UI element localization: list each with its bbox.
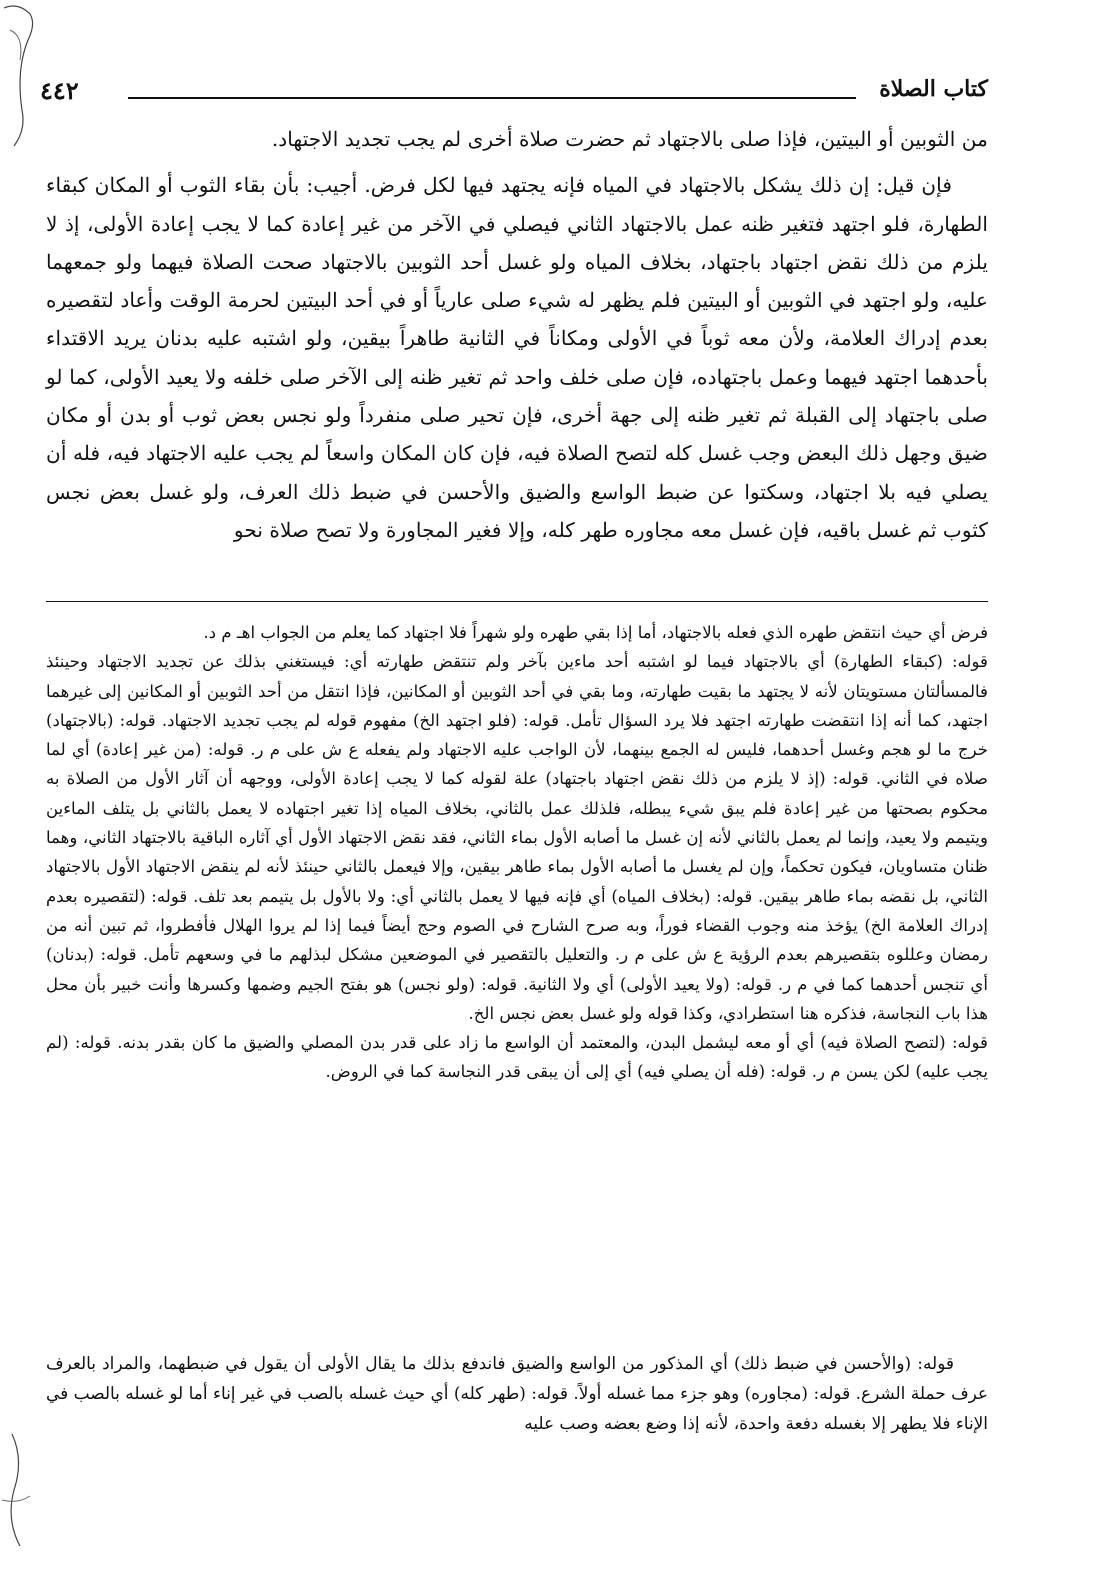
page-number: ٤٤٢ [40, 76, 79, 105]
footnote-2: قوله: (كبقاء الطهارة) أي بالاجتهاد فيما لو اشتبه أحد ماءين بآخر ولم تنتقض طهارته أي: فيستغني بذلك عن تجديد الاجتهاد وحينئذ فالمسألتان مستويتان لأنه لا يجتهد ما بقيت طهارته، وما بقي في أحد الثوبين أو المكانين، فإذا انتقل من أحد الثوبين أو المكانين إلى غيرهما اجتهد، كما أنه إذا انتقضت طهارته اجتهد فلا يرد السؤال تأمل. قوله: (فلو اجتهد الخ) مفهوم قوله لم يجب تجديد الاجتهاد. قوله: (بالاجتهاد) خرج ما لو هجم وغسل أحدهما، فليس له الجمع بينهما، لأن الواجب عليه الاجتهاد ولم يفعله ع ش على م ر. قوله: (من غير إعادة) أي لما صلاه في الثاني. قوله: (إذ لا يلزم من ذلك نقض اجتهاد باجتهاد) علة لقوله كما لا يجب إعادة الأولى، ووجهه أن آثار الأول من الصلاة به محكوم بصحتها من غير إعادة فلم يبق شيء يبطله، فلذلك عمل بالثاني، بخلاف المياه إذا تغير اجتهاده لا يعمل بالثاني بل يتلف الماءين ويتيمم ولا يعيد، وإنما لم يعمل بالثاني لأنه إن غسل ما أصابه الأول بماء الثاني، فقد نقض الاجتهاد الأول أي آثاره الباقية بالاجتهاد الثاني، وهما ظنان متساويان، فيكون تحكماً، وإن لم يغسل ما أصابه الأول بماء طاهر بيقين، وإلا فيعمل بالثاني حينئذ لأنه لم ينقض الاجتهاد الأول بالاجتهاد الثاني، بل نقضه بماء طاهر بيقين. قوله: (بخلاف المياه) أي فإنه فيها لا يعمل بالثاني أي: ولا بالأول بل يتيمم بعد تلف. قوله: (لتقصيره بعدم إدراك العلامة الخ) يؤخذ منه وجوب القضاء فوراً، وبه صرح الشارح في الصوم وحج أيضاً فيما إذا لم يروا الهلال فأفطروا، ثم تبين أنه من رمضان وعللوه بتقصيرهم بعدم الرؤية ع ش على م ر. والتعليل بالتقصير في الموضعين مشكل لبذلهم ما في وسعهم تأمل. قوله: (بدنان) أي تنجس أحدهما كما في م ر. قوله: (ولا يعيد الأولى) أي ولا الثانية. قوله: (ولو نجس) هو بفتح الجيم وضمها وكسرها وأنت خبير بأن محل هذا باب النجاسة، فذكره هنا استطرادي، وكذا قوله ولو غسل بعض نجس الخ. [46, 652, 988, 1023]
commentary-continuation [46, 1348, 988, 1438]
footnote-3: قوله: (لتصح الصلاة فيه) أي أو معه ليشمل البدن، والمعتمد أن الواسع ما زاد على قدر بدن المصلي والضيق ما كان بقدر بدنه. قوله: (لم يجب عليه) لكن يسن م ر. قوله: (فله أن يصلي فيه) أي إلى أن يبقى قدر النجاسة كما في الروض. [46, 1033, 988, 1082]
main-text [46, 120, 988, 549]
main-paragraph-2: فإن قيل: إن ذلك يشكل بالاجتهاد في المياه فإنه يجتهد فيها لكل فرض. أجيب: بأن بقاء الثوب أو المكان كبقاء الطهارة، فلو اجتهد فتغير ظنه عمل بالاجتهاد الثاني فيصلي في الآخر من غير إعادة كما لا يجب إعادة الأولى، إذ لا يلزم من ذلك نقض اجتهاد باجتهاد، بخلاف المياه ولو غسل أحد الثوبين بالاجتهاد صحت الصلاة فيهما ولو جمعهما عليه، ولو اجتهد في الثوبين أو البيتين فلم يظهر له شيء صلى عارياً أو في أحد البيتين لحرمة الوقت وأعاد لتقصيره بعدم إدراك العلامة، ولأن معه ثوباً في الأولى ومكاناً في الثانية طاهراً بيقين، ولو اشتبه عليه بدنان يريد الاقتداء بأحدهما اجتهد فيهما وعمل باجتهاده، فإن صلى خلف واحد ثم تغير ظنه إلى الآخر صلى خلفه ولا يعيد الأولى، كما لو صلى باجتهاد إلى القبلة ثم تغير ظنه إلى جهة أخرى، فإن تحير صلى منفرداً ولو نجس بعض ثوب أو بدن أو مكان ضيق وجهل ذلك البعض وجب غسل كله لتصح الصلاة فيه، فإن كان المكان واسعاً لم يجب عليه الاجتهاد فيه، فله أن يصلي فيه بلا اجتهاد، وسكتوا عن ضبط الواسع والضيق والأحسن في ضبط ذلك العرف، ولو غسل بعض نجس كثوب ثم غسل باقيه، فإن غسل معه مجاوره طهر كله، وإلا فغير المجاورة ولا تصح صلاة نحو [46, 173, 988, 542]
continuation-paragraph: قوله: (والأحسن في ضبط ذلك) أي المذكور من الواسع والضيق فاندفع بذلك ما يقال الأولى أن يقول في ضبطهما، والمراد بالعرف عرف حملة الشرع. قوله: (مجاوره) وهو جزء مما غسله أولاً. قوله: (طهر كله) أي حيث غسله بالصب في غير إناء أما لو غسله بالصب في الإناء فلا يطهر إلا بغسله دفعة واحدة، لأنه إذا وضع بعضه وصب عليه [46, 1353, 988, 1433]
running-head: كتاب الصلاة [879, 76, 988, 102]
page-header [40, 76, 988, 110]
footnotes [46, 618, 988, 1087]
page-edge-scribble-bottom [0, 1430, 50, 1550]
header-rule [128, 97, 856, 99]
footnote-1: فرض أي حيث انتقض طهره الذي فعله بالاجتهاد، أما إذا بقي طهره ولو شهراً فلا اجتهاد كما يعلم من الجواب اهـ م د. [203, 623, 988, 642]
main-paragraph-1: من الثوبين أو البيتين، فإذا صلى بالاجتهاد ثم حضرت صلاة أخرى لم يجب تجديد الاجتهاد. [271, 127, 988, 151]
footnote-divider [46, 601, 988, 602]
